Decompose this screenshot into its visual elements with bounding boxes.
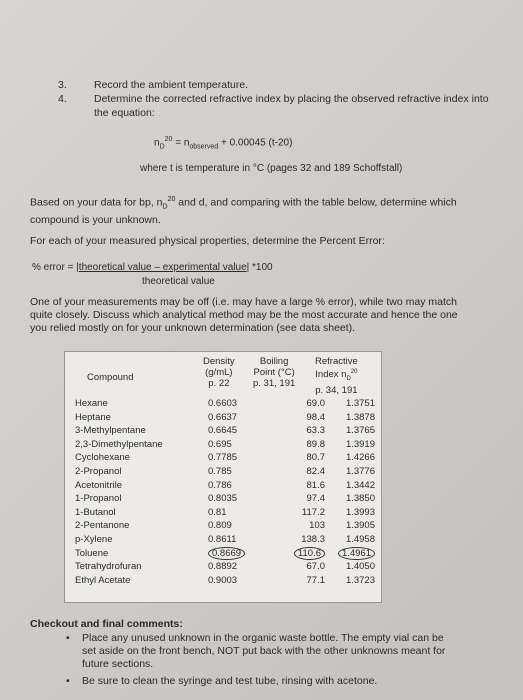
cell-value: 0.8892 [208, 561, 238, 573]
header-refractive-sup: 20 [350, 369, 358, 375]
table-cell-ri [346, 466, 375, 477]
table-cell-density [208, 561, 237, 572]
table-cell-bp [307, 466, 326, 477]
table-cell-compound [75, 520, 129, 531]
table-cell-density [208, 520, 232, 531]
cell-value: 1.3751 [345, 398, 375, 409]
eq-rhs: + 0.00045 (t-20) [218, 137, 293, 149]
table-cell-compound [75, 452, 130, 463]
table-cell-density [208, 480, 232, 491]
table-cell-bp [307, 575, 326, 586]
table-cell-ri [338, 548, 375, 559]
table-cell-ri [346, 412, 375, 423]
step-number: 3. [58, 79, 67, 91]
cell-value: 1.3765 [345, 425, 375, 437]
table-cell-density [208, 439, 232, 450]
cell-value: Tetrahydrofuran [75, 561, 142, 573]
cell-value: 0.8669 [208, 547, 245, 560]
cell-value: 0.6637 [208, 411, 238, 423]
where-note: where t is temperature in °C (pages 32 and 189 Schoffstall) [140, 163, 403, 174]
table-cell-ri [346, 561, 375, 572]
cell-value: 0.81 [208, 506, 227, 518]
cell-value: Ethyl Acetate [75, 574, 131, 586]
table-cell-compound [75, 561, 142, 572]
table-cell-bp [307, 439, 326, 450]
table-cell-density [208, 507, 227, 518]
table-cell-compound [75, 398, 108, 409]
cell-value: 63.3 [306, 425, 325, 437]
cell-value: 1.3919 [345, 438, 375, 450]
table-cell-density [208, 548, 245, 559]
paragraph-discussion: One of your measurements may be off (i.e. may have a large % error), while two may match quite closely. Discuss which analytical method may be the most accurate and hence the one you relied mostly on for your unknown determination (see data sheet). [30, 296, 458, 334]
header-refractive-label: Index n [315, 369, 347, 381]
cell-value: 2,3-Dimethylpentane [75, 438, 163, 450]
cell-value: 138.3 [301, 534, 325, 545]
para1-sub: D [162, 203, 168, 211]
header-density-line1: Density [203, 356, 235, 367]
para1-sup: 20 [167, 196, 176, 203]
table-cell-compound [75, 425, 146, 436]
eq-lhs-sub: D [159, 143, 165, 151]
checkout-bullets [66, 632, 446, 692]
cell-value: 3-Methylpentane [75, 425, 146, 437]
header-boiling-line3: p. 31, 191 [253, 378, 296, 389]
cell-value: 69.0 [306, 398, 325, 409]
cell-value: Cyclohexane [75, 452, 130, 464]
header-refractive-sub: D [346, 376, 351, 383]
cell-value: 0.8611 [208, 534, 237, 545]
table-cell-bp [301, 534, 325, 545]
table-cell-bp [307, 412, 326, 423]
formula-denominator: theoretical value [142, 276, 215, 287]
table-cell-density [208, 575, 237, 586]
header-refractive [315, 356, 358, 396]
cell-value: 81.6 [306, 479, 325, 491]
paragraph-compare [30, 193, 490, 227]
eq-lhs-sup: 20 [164, 136, 173, 143]
cell-value: 0.6645 [208, 425, 238, 437]
cell-value: 77.1 [306, 574, 325, 586]
cell-value: Hexane [75, 398, 108, 409]
cell-value: 0.8035 [208, 493, 238, 505]
bullet-text: Place any unused unknown in the organic waste bottle. The empty vial can be set aside on the front bench, NOT put back with the other unknowns meant for future sections. [82, 632, 446, 670]
bullet-text: Be sure to clean the syringe and test tube, rinsing with acetone. [82, 675, 378, 687]
header-boiling [253, 356, 295, 389]
step-number: 4. [58, 93, 67, 105]
cell-value: 1.4050 [345, 561, 375, 573]
bullet-dot: • [66, 632, 70, 644]
para1-start: Based on your data for bp, n [30, 196, 163, 209]
table-cell-bp [307, 425, 326, 436]
table-cell-density [208, 493, 237, 504]
table-cell-bp [309, 520, 325, 531]
cell-value: 1.4266 [345, 452, 375, 464]
cell-value: p-Xylene [75, 534, 113, 545]
table-cell-density [208, 398, 237, 409]
table-cell-bp [307, 561, 326, 572]
eq-equals: = n [172, 137, 190, 149]
bullet-item [66, 675, 446, 688]
table-cell-ri [346, 520, 375, 531]
cell-value: 1.3850 [345, 493, 375, 505]
cell-value: 82.4 [306, 466, 325, 477]
cell-value: Acetonitrile [75, 479, 122, 491]
table-cell-ri [346, 425, 375, 436]
cell-value: 1-Propanol [75, 493, 122, 505]
cell-value: 1.3993 [345, 506, 375, 518]
table-cell-ri [346, 439, 375, 450]
cell-value: 1.4961 [338, 547, 375, 560]
cell-value: 0.9003 [208, 574, 238, 586]
header-density [203, 356, 235, 389]
table-cell-ri [346, 493, 375, 504]
table-cell-bp [307, 452, 326, 463]
table-cell-compound [75, 439, 163, 450]
formula-numerator: |theoretical value – experimental value| [76, 262, 250, 273]
header-density-line3: p. 22 [208, 378, 230, 389]
table-cell-compound [75, 507, 116, 518]
header-refractive-line2 [315, 367, 358, 385]
cell-value: 1.3442 [345, 479, 375, 491]
bullet-dot: • [66, 675, 70, 687]
step-text: Record the ambient temperature. [94, 79, 249, 91]
table-cell-bp [302, 507, 325, 518]
cell-value: 1.3723 [345, 574, 375, 586]
table-cell-ri [346, 507, 375, 518]
step-text: Determine the corrected refractive index by placing the observed refractive index into the equation: [94, 93, 489, 119]
cell-value: 1-Butanol [75, 506, 116, 518]
cell-value: 0.785 [208, 466, 232, 477]
cell-value: 1.4958 [345, 534, 375, 545]
table-cell-compound [75, 412, 111, 423]
cell-value: 0.6603 [208, 398, 238, 409]
header-boiling-line1: Boiling [259, 356, 289, 367]
table-cell-bp [307, 480, 326, 491]
header-refractive-line1: Refractive [315, 356, 358, 367]
formula-suffix: *100 [249, 262, 273, 273]
formula-prefix: % error = [32, 262, 77, 273]
step-3 [58, 78, 498, 92]
cell-value: 0.7785 [208, 452, 238, 464]
percent-error-formula [32, 262, 273, 273]
cell-value: 2-Propanol [75, 466, 122, 477]
cell-value: 1.3905 [345, 520, 375, 532]
cell-value: 117.2 [301, 506, 325, 518]
bullet-item [66, 632, 446, 671]
cell-value: 103 [309, 520, 325, 532]
instruction-list [58, 78, 498, 120]
table-cell-density [208, 452, 237, 463]
eq-lhs: n [154, 137, 160, 149]
table-cell-ri [346, 452, 375, 463]
table-cell-compound [75, 493, 121, 504]
cell-value: 80.7 [306, 452, 325, 464]
table-cell-ri [346, 575, 375, 586]
table-cell-ri [346, 534, 375, 545]
table-cell-density [208, 412, 237, 423]
cell-value: 0.786 [208, 479, 232, 491]
table-cell-density [208, 466, 232, 477]
checkout-heading: Checkout and final comments: [30, 618, 183, 630]
step-4 [58, 92, 498, 120]
header-boiling-line2: Point (°C) [253, 367, 295, 378]
paragraph-percent-error: For each of your measured physical properties, determine the Percent Error: [30, 235, 385, 247]
compound-table [64, 351, 382, 603]
para1-rest: and d, and comparing with the table below, determine which compound is your unknown. [30, 196, 457, 226]
cell-value: 110.6 [294, 547, 325, 560]
cell-value: 0.809 [208, 520, 232, 532]
table-cell-ri [346, 398, 375, 409]
table-cell-bp [307, 398, 326, 409]
table-cell-density [208, 534, 236, 545]
header-refractive-line3: p. 34, 191 [315, 385, 358, 397]
table-cell-compound [75, 548, 108, 559]
table-cell-compound [75, 534, 113, 545]
cell-value: Toluene [75, 547, 109, 559]
table-cell-bp [307, 493, 326, 504]
cell-value: Heptane [75, 411, 111, 423]
table-cell-compound [75, 466, 121, 477]
cell-value: 1.3878 [345, 411, 375, 423]
header-density-line2: (g/mL) [205, 367, 233, 378]
cell-value: 1.3776 [345, 466, 375, 477]
cell-value: 97.4 [306, 493, 325, 505]
table-cell-compound [75, 480, 122, 491]
cell-value: 0.695 [208, 438, 232, 450]
cell-value: 98.4 [306, 411, 325, 423]
eq-obs-sub: observed [189, 143, 219, 151]
correction-equation [154, 136, 292, 150]
cell-value: 89.8 [306, 438, 325, 450]
table-cell-density [208, 425, 237, 436]
cell-value: 2-Pentanone [75, 520, 130, 532]
table-cell-compound [75, 575, 130, 586]
header-compound: Compound [87, 372, 134, 383]
table-cell-bp [294, 548, 325, 559]
table-cell-ri [346, 480, 375, 491]
cell-value: 67.0 [306, 561, 325, 573]
